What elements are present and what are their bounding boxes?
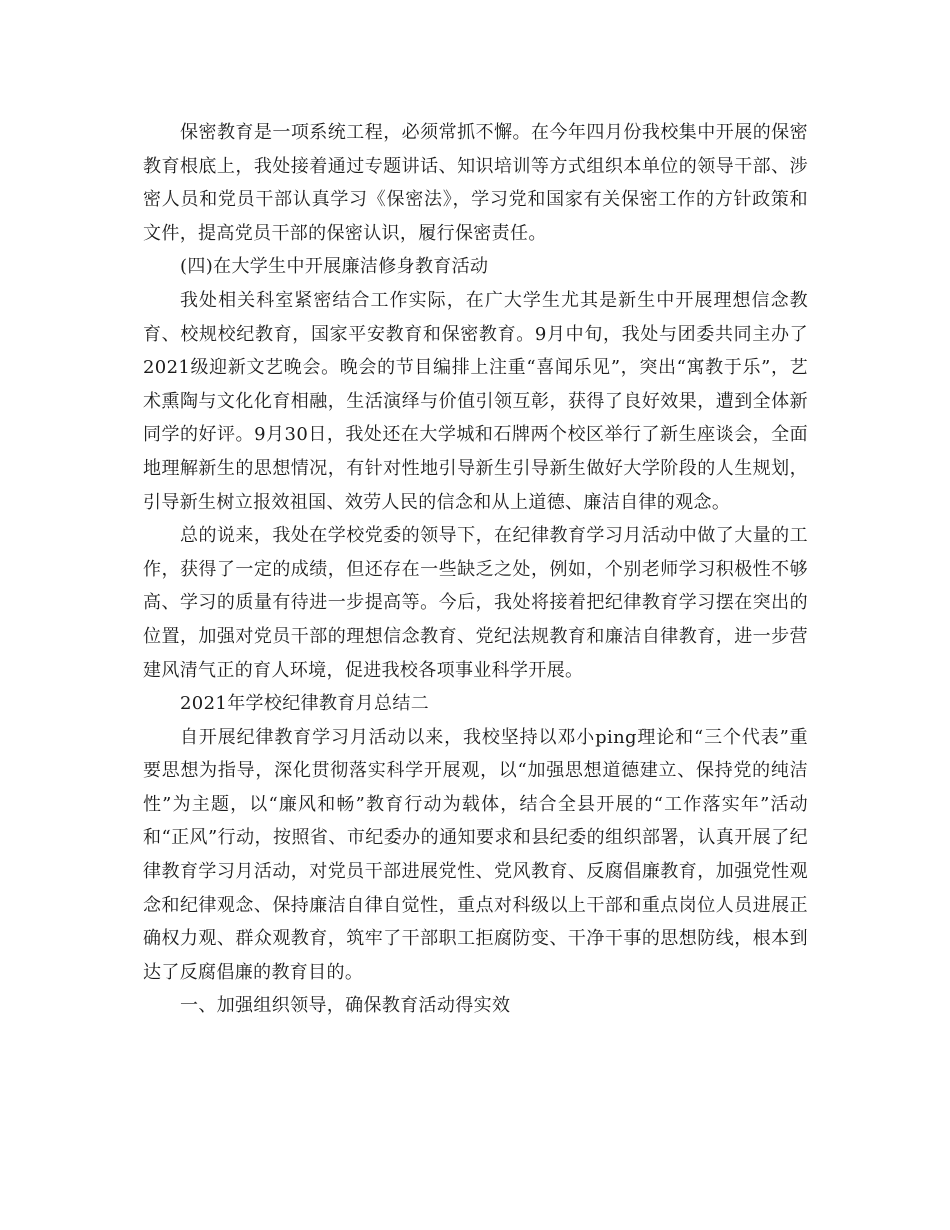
paragraph-summary: 总的说来，我处在学校党委的领导下，在纪律教育学习月活动中做了大量的工作，获得了一定的成绩，但还存在一些缺乏之处，例如，个别老师学习积极性不够高、学习的质量有待进一步提高等。今后，我处将接着把纪律教育学习摆在突出的位置，加强对党员干部的理想信念教育、党纪法规教育和廉洁自律教育，进一步营建风清气正的育人环境，促进我校各项事业科学开展。: [143, 525, 808, 681]
section-title-summary-2: 2021年学校纪律教育月总结二: [180, 693, 430, 715]
document-body: [143, 116, 808, 1023]
paragraph-intro-summary-2: 自开展纪律教育学习月活动以来，我校坚持以邓小ping理论和“三个代表”重要思想为指导，深化贯彻落实科学开展观，以“加强思想道德建立、保持党的纯洁性”为主题，以“廉风和畅”教育行动为载体，结合全县开展的“工作落实年”活动和“正风”行动，按照省、市纪委办的通知要求和县纪委的组织部署，认真开展了纪律教育学习月活动，对党员干部进展党性、党风教育、反腐倡廉教育，加强党性观念和纪律观念、保持廉洁自律自觉性，重点对科级以上干部和重点岗位人员进展正确权力观、群众观教育，筑牢了干部职工拒腐防变、干净干事的思想防线，根本到达了反腐倡廉的教育目的。: [143, 726, 808, 983]
paragraph-student-activities: 我处相关科室紧密结合工作实际，在广大学生尤其是新生中开展理想信念教育、校规校纪教育，国家平安教育和保密教育。9月中旬，我处与团委共同主办了2021级迎新文艺晚会。晚会的节目编排上注重“喜闻乐见”，突出“寓教于乐”，艺术熏陶与文化化育相融，生活演绎与价值引领互彰，获得了良好效果，遭到全体新同学的好评。9月30日，我处还在大学城和石牌两个校区举行了新生座谈会，全面地理解新生的思想情况，有针对性地引导新生引导新生做好大学阶段的人生规划，引导新生树立报效祖国、效劳人民的信念和从上道德、廉洁自律的观念。: [143, 289, 808, 513]
section-heading-1: 一、加强组织领导，确保教育活动得实效: [180, 995, 511, 1017]
paragraph-confidentiality-education: 保密教育是一项系统工程，必须常抓不懈。在今年四月份我校集中开展的保密教育根底上，我处接着通过专题讲话、知识培训等方式组织本单位的领导干部、涉密人员和党员干部认真学习《保密法》，学习党和国家有关保密工作的方针政策和文件，提高党员干部的保密认识，履行保密责任。: [143, 122, 808, 244]
section-heading-4: (四)在大学生中开展廉洁修身教育活动: [180, 256, 489, 278]
